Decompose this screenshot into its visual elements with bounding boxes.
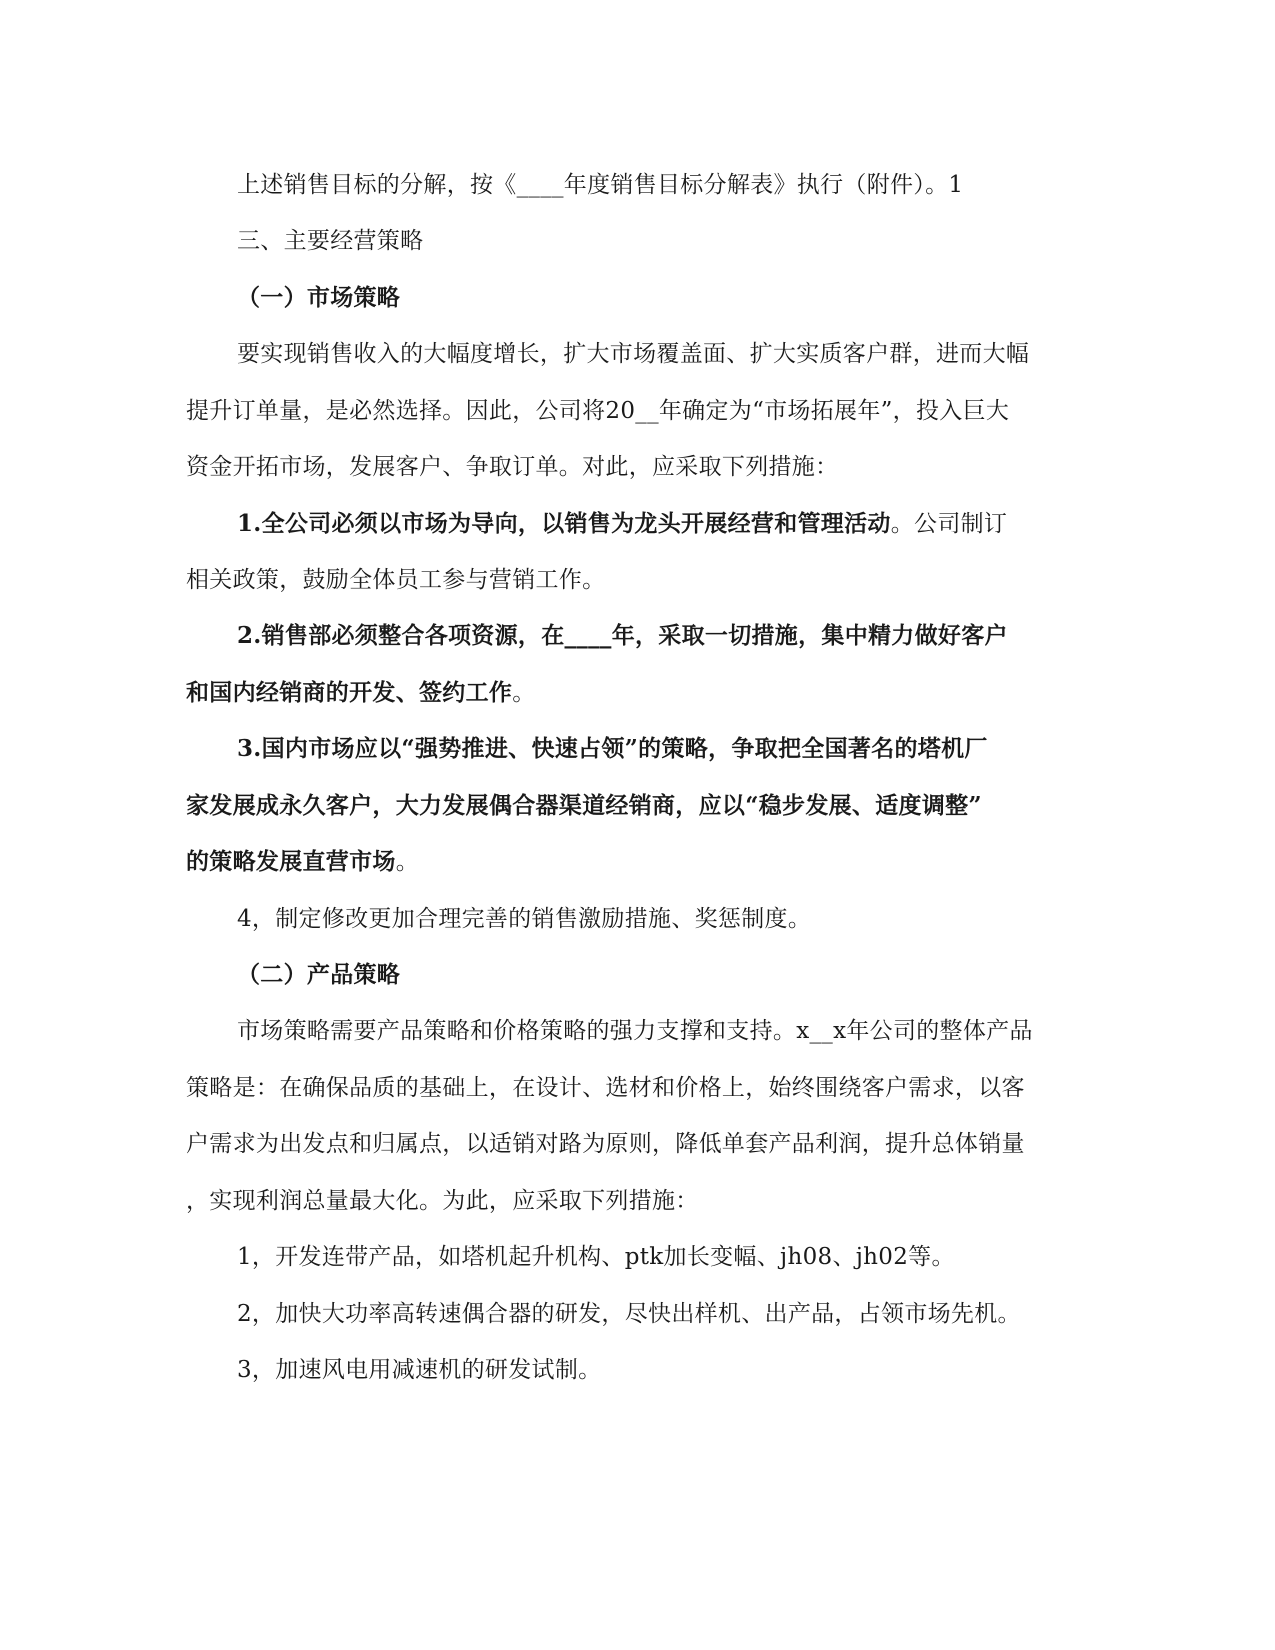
paragraph-line: 提升订单量，是必然选择。因此，公司将20__年确定为“市场拓展年”，投入巨大: [186, 398, 1010, 424]
list-item-1: [237, 509, 1137, 539]
section-heading: 三、主要经营策略: [237, 228, 424, 254]
list-item-1-rest: 。公司制订: [890, 511, 1008, 537]
list-item-2-bold: 和国内经销商的开发、签约工作: [186, 679, 513, 706]
list-item: 1，开发连带产品，如塔机起升机构、ptk加长变幅、jh08、jh02等。: [237, 1244, 955, 1270]
list-item: 2，加快大功率高转速偶合器的研发，尽快出样机、出产品，占领市场先机。: [237, 1301, 1021, 1327]
subsection-heading: （一）市场策略: [237, 284, 401, 311]
paragraph-line: ，实现利润总量最大化。为此，应采取下列措施：: [186, 1188, 699, 1214]
list-item: 3，加速风电用减速机的研发试制。: [237, 1357, 602, 1383]
list-item-3: 3.国内市场应以“强势推进、快速占领”的策略，争取把全国著名的塔机厂: [237, 735, 988, 762]
paragraph-line: 市场策略需要产品策略和价格策略的强力支撑和支持。x__x年公司的整体产品: [237, 1018, 1033, 1044]
list-item-2-cont: [186, 678, 1086, 708]
paragraph-line: 策略是：在确保品质的基础上，在设计、选材和价格上，始终围绕客户需求，以客: [186, 1075, 1025, 1101]
paragraph-line: 户需求为出发点和归属点，以适销对路为原则，降低单套产品利润，提升总体销量: [186, 1131, 1025, 1157]
list-item-3-bold: 的策略发展直营市场: [186, 848, 396, 875]
list-item-2: 2.销售部必须整合各项资源，在____年，采取一切措施，集中精力做好客户: [237, 622, 1008, 649]
list-item-1-bold: 1.全公司必须以市场为导向，以销售为龙头开展经营和管理活动: [237, 510, 891, 537]
list-item-3-end: [186, 847, 1086, 877]
paragraph-line: 要实现销售收入的大幅度增长，扩大市场覆盖面、扩大实质客户群，进而大幅: [237, 341, 1030, 367]
paragraph-line: 上述销售目标的分解，按《____年度销售目标分解表》执行（附件）。1: [237, 172, 964, 198]
list-item-2-period: 。: [512, 680, 536, 706]
paragraph-line: 家发展成永久客户，大力发展偶合器渠道经销商，应以“稳步发展、适度调整”: [186, 792, 982, 819]
subsection-heading: （二）产品策略: [237, 961, 401, 988]
list-item-4: 4，制定修改更加合理完善的销售激励措施、奖惩制度。: [237, 906, 812, 932]
paragraph-line: 资金开拓市场，发展客户、争取订单。对此，应采取下列措施：: [186, 454, 839, 480]
list-item-3-period: 。: [395, 849, 420, 875]
paragraph-line: 相关政策，鼓励全体员工参与营销工作。: [186, 567, 606, 593]
